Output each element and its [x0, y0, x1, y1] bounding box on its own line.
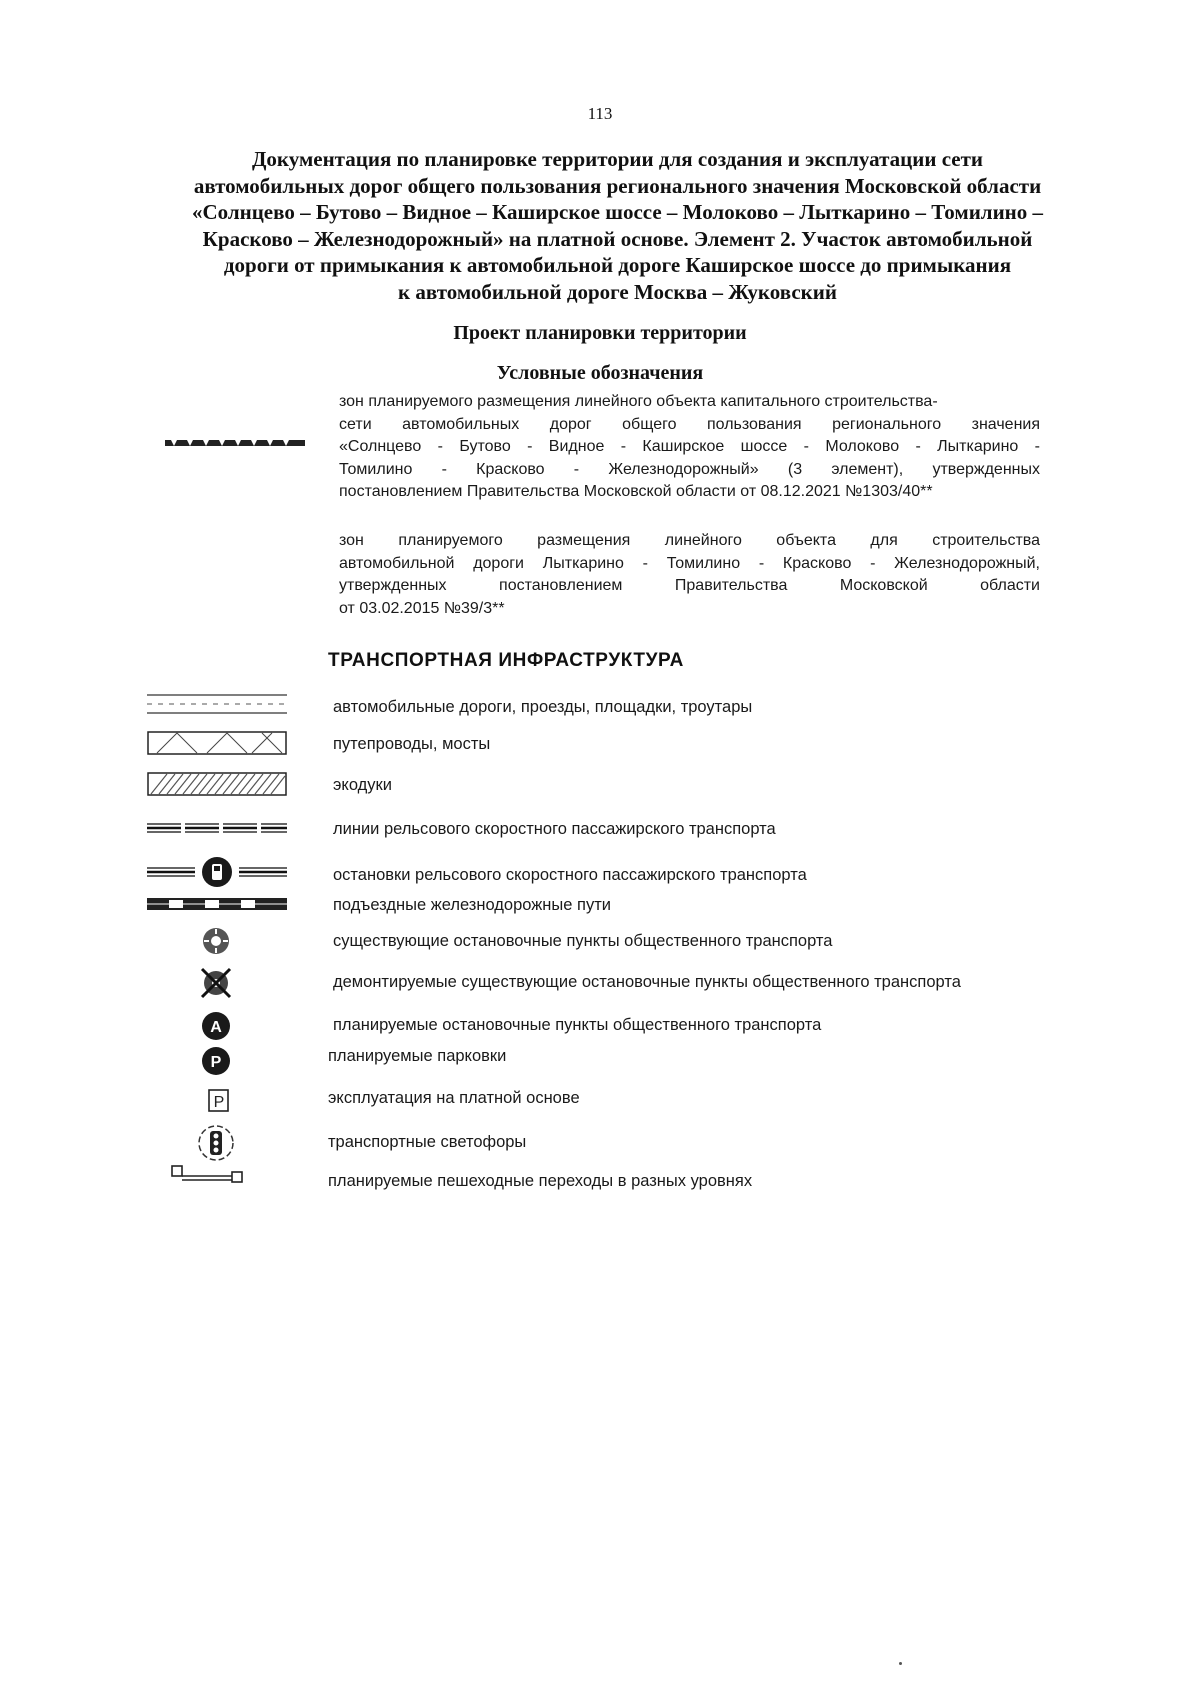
planned-bus-stop-icon [200, 1010, 232, 1042]
road-lines-icon [147, 692, 287, 716]
project-title: Проект планировки территории [453, 322, 747, 344]
paid-operation-icon [207, 1088, 231, 1114]
planned-parking-icon [200, 1045, 232, 1077]
legend-label: остановки рельсового скоростного пассажирского транспорта [333, 866, 807, 884]
zone-line: от 03.02.2015 №39/3** [339, 599, 505, 617]
title-line: дороги от примыкания к автомобильной дороге Каширское шоссе до примыкания [223, 253, 1012, 277]
ecoduct-hatch-icon [147, 771, 287, 797]
zone-description [339, 391, 1040, 504]
legend-label: планируемые парковки [328, 1047, 507, 1065]
transport-section-title: ТРАНСПОРТНАЯ ИНФРАСТРУКТУРА [328, 650, 684, 671]
overpass-bridge-icon [147, 730, 287, 756]
title-line: Документация по планировке территории для создания и эксплуатации сети [251, 147, 984, 171]
zone-line: «Солнцево - Бутово - Видное - Каширское шоссе - Молоково - Лыткарино - [339, 438, 1040, 455]
legend-label: подъездные железнодорожные пути [333, 896, 612, 914]
title-line: Красково – Железнодорожный» на платной основе. Элемент 2. Участок автомобильной [202, 226, 1033, 251]
legend-label: путепроводы, мосты [333, 735, 491, 753]
legend-label: линии рельсового скоростного пассажирского транспорта [333, 820, 776, 838]
zone-line: сети автомобильных дорог общего пользования регионального значения [339, 415, 1040, 433]
railway-siding-icon [147, 896, 287, 912]
rail-stop-icon [147, 855, 287, 889]
legend-label: демонтируемые существующие остановочные пункты общественного транспорта [333, 973, 961, 991]
legend-label: экодуки [333, 776, 392, 794]
zone-line: автомобильной дороги Лыткарино - Томилино - Красково - Железнодорожный, [339, 554, 1040, 572]
svg-text:A: A [210, 1019, 222, 1036]
zone-line: постановлением Правительства Московской области от 08.12.2021 №1303/40** [339, 483, 933, 500]
traffic-light-icon [196, 1123, 236, 1163]
title-line: автомобильных дорог общего пользования регионального значения Московской области [193, 173, 1042, 198]
pedestrian-crossing-icon [170, 1164, 250, 1186]
zone-description [339, 530, 1040, 620]
svg-text:P: P [213, 1094, 225, 1111]
legend-label: существующие остановочные пункты общественного транспорта [333, 932, 833, 950]
zone-line: зон планируемого размещения линейного объекта для строительства [339, 532, 1040, 549]
existing-bus-stop-icon [201, 926, 231, 956]
zone-line: утвержденных постановлением Правительства Московской области [339, 577, 1040, 594]
zone-line: зон планируемого размещения линейного объекта капитального строительства- [339, 393, 938, 410]
page-number: 113 [587, 104, 613, 123]
legend-label: планируемые остановочные пункты общественного транспорта [333, 1016, 822, 1034]
document-title [140, 146, 1095, 305]
legend-label: планируемые пешеходные переходы в разных уровнях [328, 1172, 753, 1190]
legend-label: эксплуатация на платной основе [328, 1089, 580, 1107]
title-line: к автомобильной дороге Москва – Жуковский [398, 279, 837, 304]
dashed-zone-boundary-icon [165, 437, 305, 449]
removed-bus-stop-icon [199, 966, 233, 1000]
legend-label: транспортные светофоры [328, 1133, 527, 1151]
legend-title: Условные обозначения [496, 362, 704, 384]
svg-text:P: P [210, 1054, 222, 1071]
zone-line: Томилино - Красково - Железнодорожный» (3 элемент), утвержденных [339, 460, 1040, 478]
scan-speck [899, 1662, 902, 1665]
legend-label: автомобильные дороги, проезды, площадки, троутары [333, 698, 753, 716]
title-line: «Солнцево – Бутово – Видное – Каширское шоссе – Молоково – Лыткарино – Томилино – [191, 200, 1044, 224]
rail-line-icon [147, 821, 287, 835]
